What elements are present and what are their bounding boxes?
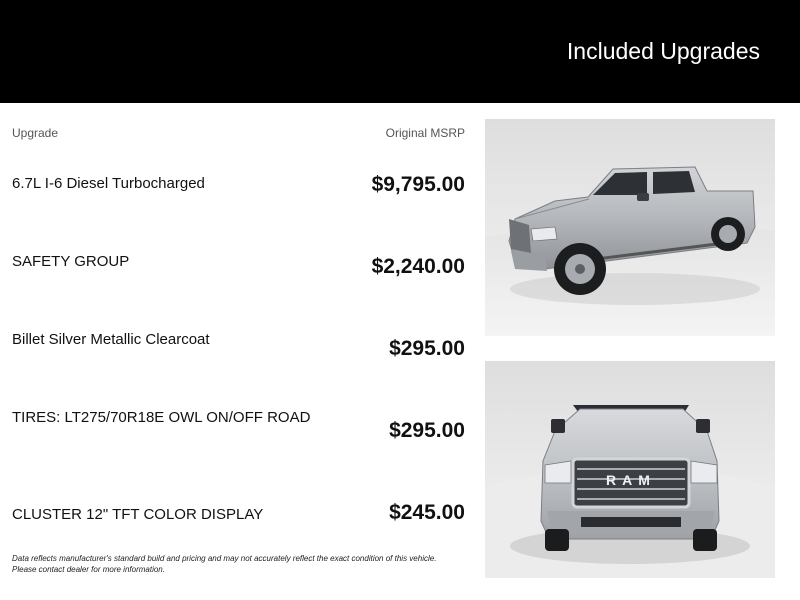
upgrade-name: 6.7L I-6 Diesel Turbocharged: [12, 175, 205, 192]
disclaimer-line: Please contact dealer for more information.: [12, 565, 165, 574]
upgrade-price: $295.00: [389, 419, 465, 442]
disclaimer-text: [12, 553, 482, 575]
truck-side-photo: [485, 119, 775, 336]
upgrade-name: TIRES: LT275/70R18E OWL ON/OFF ROAD: [12, 409, 311, 426]
upgrade-name: Billet Silver Metallic Clearcoat: [12, 331, 210, 348]
column-header-upgrade: Upgrade: [12, 126, 59, 140]
upgrade-price: $9,795.00: [371, 173, 465, 196]
truck-front-icon: [485, 361, 775, 578]
upgrade-price: $245.00: [389, 501, 465, 524]
disclaimer-line: Data reflects manufacturer's standard build and pricing and may not accurately reflect the exact condition of this vehicle.: [12, 554, 437, 563]
page-title: Included Upgrades: [566, 38, 760, 64]
upgrade-name: CLUSTER 12" TFT COLOR DISPLAY: [12, 506, 264, 523]
upgrade-name: SAFETY GROUP: [12, 253, 130, 270]
upgrade-price: $295.00: [389, 337, 465, 360]
header-bar: [0, 0, 800, 103]
upgrade-price: $2,240.00: [371, 255, 465, 278]
truck-front-photo: [485, 361, 775, 578]
grille-logo: RAM: [606, 472, 656, 488]
truck-side-icon: [485, 119, 775, 336]
column-header-msrp: Original MSRP: [385, 126, 465, 140]
